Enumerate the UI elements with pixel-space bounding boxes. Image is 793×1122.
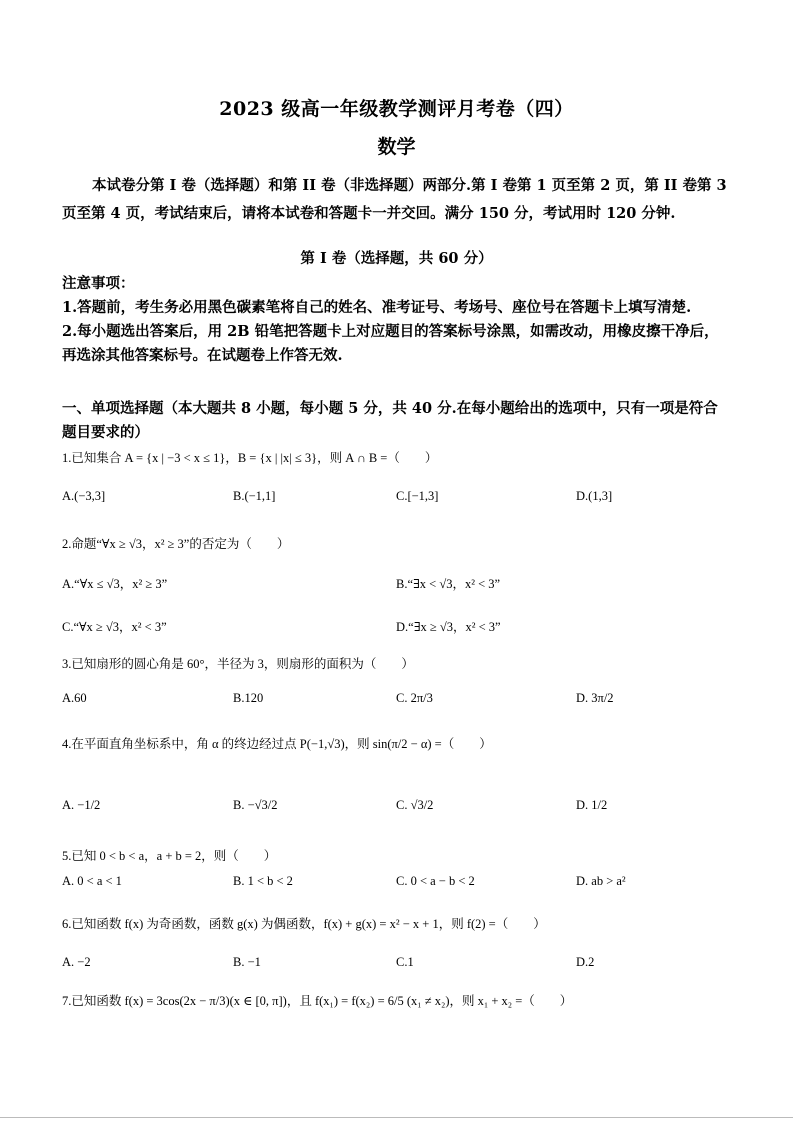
option: D.2 — [576, 955, 595, 969]
option: B.“∃x < √3，x² < 3” — [396, 577, 501, 591]
option: D. 3π/2 — [576, 691, 614, 705]
page-bottom-divider — [0, 1117, 793, 1118]
option: B.120 — [233, 691, 264, 705]
option: D. ab > a² — [576, 874, 626, 888]
question-stem: 2.命题“∀x ≥ √3，x² ≥ 3”的否定为（ ） — [62, 537, 290, 551]
option: D.(1,3] — [576, 489, 613, 503]
option: C. 0 < a − b < 2 — [396, 874, 475, 888]
option: C. √3/2 — [396, 798, 434, 812]
question-stem: 6.已知函数 f(x) 为奇函数，函数 g(x) 为偶函数，f(x) + g(x) = x² − x + 1，则 f(2) =（ ） — [62, 917, 546, 931]
question-stem: 7.已知函数 f(x) = 3cos(2x − π/3)(x ∈ [0, π])，且 f(x₁) = f(x₂) = 6/5 (x₁ ≠ x₂)，则 x₁ + x₂ =（ ） — [62, 994, 573, 1008]
option: A. −1/2 — [62, 798, 101, 812]
question-stem: 1.已知集合 A = {x | −3 < x ≤ 1}，B = {x | |x| ≤ 3}，则 A ∩ B =（ ） — [62, 451, 438, 465]
option: A. −2 — [62, 955, 91, 969]
section-title: 一、单项选择题（本大题共 8 小题，每小题 5 分，共 40 分.在每小题给出的选项中，只有一项是符合题目要求的） — [62, 400, 718, 441]
notice-block — [62, 272, 730, 368]
option: B. 1 < b < 2 — [233, 874, 293, 888]
notice-item: 1.答题前，考生务必用黑色碳素笔将自己的姓名、准考证号、考场号、座位号在答题卡上填写清楚. — [62, 299, 692, 316]
question-stem: 3.已知扇形的圆心角是 60°，半径为 3，则扇形的面积为（ ） — [62, 657, 414, 671]
option: C.“∀x ≥ √3，x² < 3” — [62, 620, 167, 634]
option: C.1 — [396, 955, 414, 969]
notice-title: 注意事项： — [62, 275, 135, 292]
exam-intro: 本试卷分第 I 卷（选择题）和第 II 卷（非选择题）两部分.第 I 卷第 1 页至第 2 页，第 II 卷第 3 页至第 4 页，考试结束后，请将本试卷和答题卡一并交回。满分 150 分，考试用时 120 分钟. — [62, 177, 727, 222]
option: C. 2π/3 — [396, 691, 433, 705]
option: A. 0 < a < 1 — [62, 874, 122, 888]
option: B. −√3/2 — [233, 798, 278, 812]
option: D. 1/2 — [576, 798, 608, 812]
exam-title: 2023 级高一年级教学测评月考卷（四） — [219, 98, 574, 120]
option: C.[−1,3] — [396, 489, 439, 503]
question-stem: 5.已知 0 < b < a，a + b = 2，则（ ） — [62, 849, 277, 863]
option: B. −1 — [233, 955, 261, 969]
subject-title: 数学 — [377, 136, 416, 158]
option: A.“∀x ≤ √3，x² ≥ 3” — [62, 577, 168, 591]
notice-item: 2.每小题选出答案后，用 2B 铅笔把答题卡上对应题目的答案标号涂黑，如需改动，用橡皮擦干净后，再选涂其他答案标号。在试题卷上作答无效. — [62, 323, 719, 364]
question-stem: 4.在平面直角坐标系中，角 α 的终边经过点 P(−1,√3)，则 sin(π/2 − α) =（ ） — [62, 737, 492, 751]
part-heading: 第 I 卷（选择题，共 60 分） — [300, 250, 493, 267]
option: D.“∃x ≥ √3，x² < 3” — [396, 620, 501, 634]
option: A.60 — [62, 691, 87, 705]
option: A.(−3,3] — [62, 489, 106, 503]
option: B.(−1,1] — [233, 489, 276, 503]
